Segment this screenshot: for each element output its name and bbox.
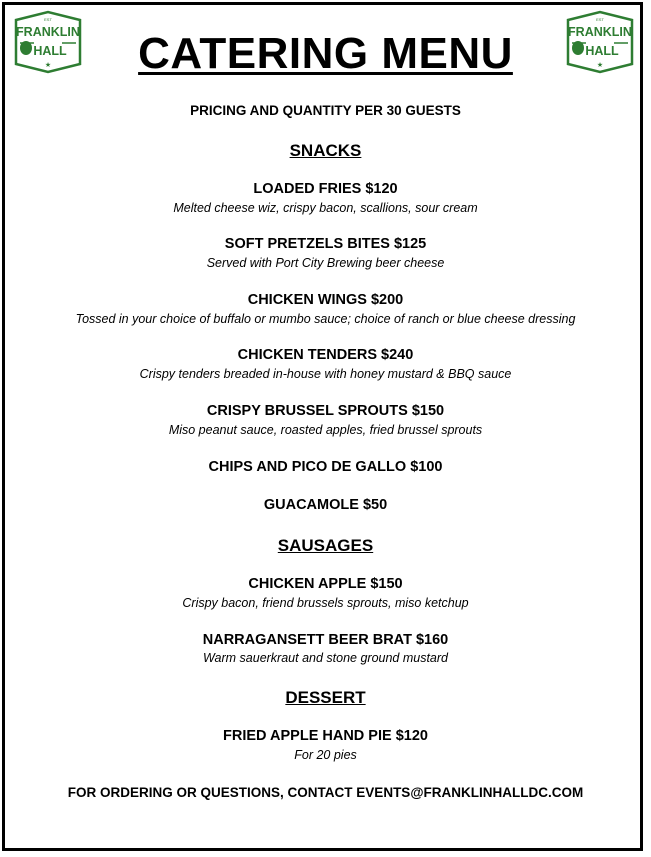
logo-top-text: FRANKLIN — [16, 25, 80, 39]
menu-item-name: CHIPS AND PICO DE GALLO $100 — [208, 459, 443, 475]
star-icon: ★ — [44, 61, 52, 69]
menu-item-name: SOFT PRETZELS BITES $125 — [224, 236, 427, 252]
section-heading-dessert: DESSERT — [285, 688, 366, 707]
contact-footer: FOR ORDERING OR QUESTIONS, CONTACT EVENTS@FRANKLINHALLDC.COM — [67, 785, 584, 800]
star-icon: ★ — [596, 61, 604, 69]
logo-bottom-text: HALL — [585, 44, 619, 58]
menu-item-name: CHICKEN TENDERS $240 — [237, 347, 414, 363]
menu-item-name: LOADED FRIES $120 — [253, 181, 398, 197]
menu-item-name: CHICKEN APPLE $150 — [248, 576, 403, 592]
menu-item-name: GUACAMOLE $50 — [263, 497, 388, 513]
menu-item-description: Crispy bacon, friend brussels sprouts, miso ketchup — [182, 596, 469, 610]
logo-top-text: FRANKLIN — [568, 25, 632, 39]
menu-item-description: Crispy tenders breaded in-house with honey mustard & BBQ sauce — [139, 367, 512, 381]
logo-bottom-text: HALL — [33, 44, 67, 58]
menu-item-name: CHICKEN WINGS $200 — [247, 292, 404, 308]
logo-tiny-text: EST — [596, 17, 604, 22]
menu-item-name: NARRAGANSETT BEER BRAT $160 — [202, 632, 449, 648]
section-heading-snacks: SNACKS — [289, 141, 362, 160]
menu-item-description: Served with Port City Brewing beer cheese — [206, 256, 445, 270]
menu-item-description: Warm sauerkraut and stone ground mustard — [202, 651, 449, 665]
menu-item-description: Tossed in your choice of buffalo or mumbo sauce; choice of ranch or blue cheese dressing — [75, 312, 576, 326]
menu-item-description: Miso peanut sauce, roasted apples, fried brussel sprouts — [168, 423, 483, 437]
page-title — [0, 28, 651, 80]
menu-item-name: CRISPY BRUSSEL SPROUTS $150 — [206, 403, 445, 419]
pricing-note: PRICING AND QUANTITY PER 30 GUESTS — [190, 103, 461, 118]
section-heading-sausages: SAUSAGES — [277, 536, 374, 555]
menu-item-description: For 20 pies — [294, 748, 357, 762]
menu-item-name: FRIED APPLE HAND PIE $120 — [223, 728, 428, 744]
logo-tiny-text: EST — [44, 17, 52, 22]
page-title-text: CATERING MENU — [138, 29, 513, 78]
menu-item-description: Melted cheese wiz, crispy bacon, scallions, sour cream — [173, 201, 478, 215]
